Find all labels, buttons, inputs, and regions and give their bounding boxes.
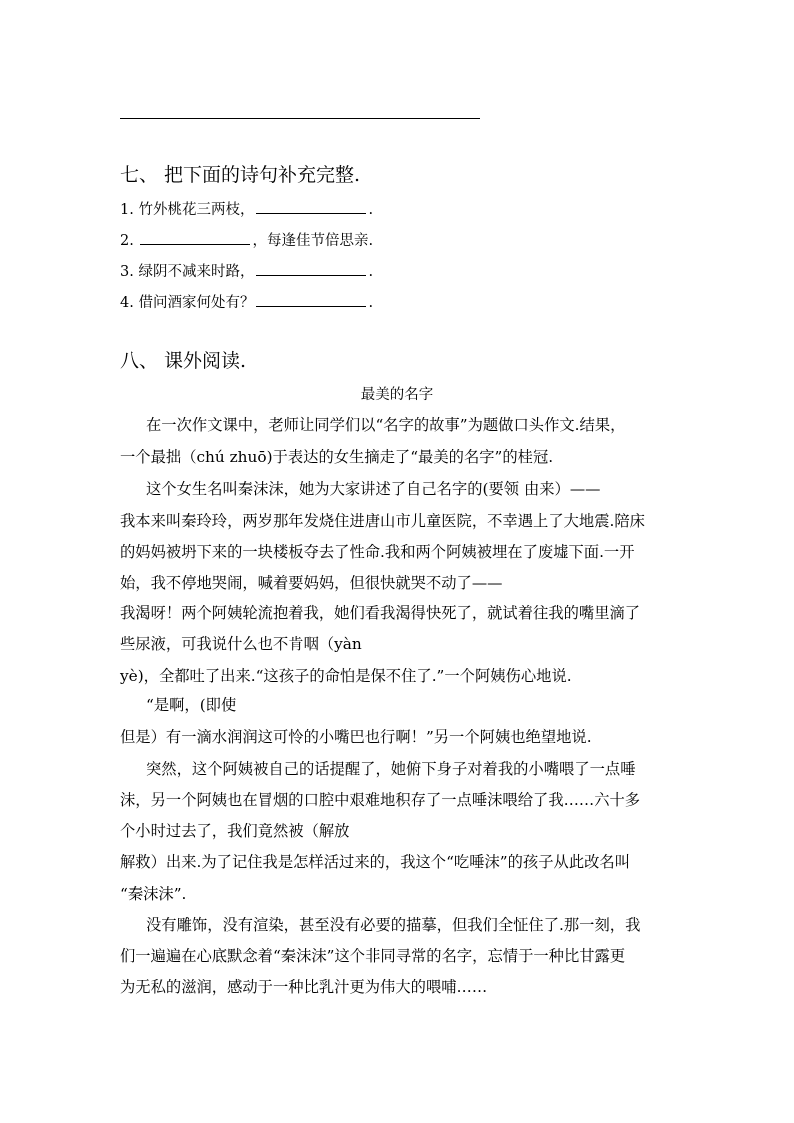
question-text: 绿阴不减来时路， bbox=[138, 264, 255, 280]
answer-line bbox=[120, 118, 480, 119]
passage-line: 为无私的滋润，感动于一种比乳汁更为伟大的喂哺…… bbox=[120, 978, 488, 996]
question-tail: . bbox=[368, 264, 374, 280]
question-tail: ，每逢佳节倍思亲. bbox=[252, 233, 374, 249]
passage-line: “是啊，(即使 bbox=[146, 696, 237, 714]
passage-line: 我渴呀！两个阿姨轮流抱着我，她们看我渴得快死了，就试着往我的嘴里滴了 bbox=[120, 604, 641, 622]
passage-line: 们一遍遍在心底默念着“秦沫沫”这个非同寻常的名字，忘情于一种比甘露更 bbox=[120, 947, 626, 965]
passage-line: yè)，全都吐了出来.“这孩子的命怕是保不住了.”一个阿姨伤心地说. bbox=[120, 667, 572, 685]
answer-blank[interactable] bbox=[256, 292, 366, 307]
section-7-heading: 七、 把下面的诗句补充完整. bbox=[120, 164, 361, 186]
question-number: 3. bbox=[120, 264, 134, 280]
passage-line: 突然，这个阿姨被自己的话提醒了，她俯下身子对着我的小嘴喂了一点唾 bbox=[146, 760, 636, 778]
question-1 bbox=[120, 198, 373, 219]
passage-line: 些尿液，可我说什么也不肯咽（yàn bbox=[120, 635, 362, 653]
passage-line: 但是）有一滴水润润这可怜的小嘴巴也行啊！”另一个阿姨也绝望地说. bbox=[120, 728, 592, 746]
passage-line: 没有雕饰，没有渲染，甚至没有必要的描摹，但我们全怔住了.那一刻，我 bbox=[146, 916, 641, 934]
passage-line: 始，我不停地哭闹，喊着要妈妈，但很快就哭不动了—— bbox=[120, 574, 503, 592]
passage-line: 我本来叫秦玲玲，两岁那年发烧住进唐山市儿童医院，不幸遇上了大地震.陪床 bbox=[120, 512, 645, 530]
question-tail: . bbox=[368, 202, 374, 218]
answer-blank[interactable] bbox=[256, 199, 366, 214]
section-8-heading: 八、 课外阅读. bbox=[120, 350, 247, 372]
passage-line: 个小时过去了，我们竟然被（解放 bbox=[120, 822, 350, 840]
question-2 bbox=[120, 229, 373, 250]
question-number: 2. bbox=[120, 233, 134, 249]
passage-line: 在一次作文课中，老师让同学们以“名字的故事”为题做口头作文.结果， bbox=[146, 416, 626, 434]
question-4 bbox=[120, 291, 373, 312]
answer-blank[interactable] bbox=[256, 261, 366, 276]
passage-line: 一个最拙（chú zhuō)于表达的女生摘走了“最美的名字”的桂冠. bbox=[120, 448, 554, 466]
question-3 bbox=[120, 260, 373, 281]
passage-line: 解救）出来.为了记住我是怎样活过来的，我这个“吃唾沫”的孩子从此改名叫 bbox=[120, 853, 631, 871]
question-text: 竹外桃花三两枝， bbox=[138, 202, 255, 218]
passage-line: 的妈妈被坍下来的一块楼板夺去了性命.我和两个阿姨被埋在了废墟下面.一开 bbox=[120, 543, 635, 561]
question-number: 4. bbox=[120, 295, 134, 311]
passage-line: 沫，另一个阿姨也在冒烟的口腔中艰难地积存了一点唾沫喂给了我……六十多 bbox=[120, 791, 641, 809]
answer-blank[interactable] bbox=[140, 230, 250, 245]
passage-title: 最美的名字 bbox=[360, 387, 434, 403]
passage-line: “秦沫沫”. bbox=[120, 885, 187, 903]
question-tail: . bbox=[368, 295, 374, 311]
question-text: 借问酒家何处有？ bbox=[138, 295, 255, 311]
passage-line: 这个女生名叫秦沫沫，她为大家讲述了自己名字的(要领 由来）—— bbox=[146, 480, 601, 498]
question-number: 1. bbox=[120, 202, 134, 218]
